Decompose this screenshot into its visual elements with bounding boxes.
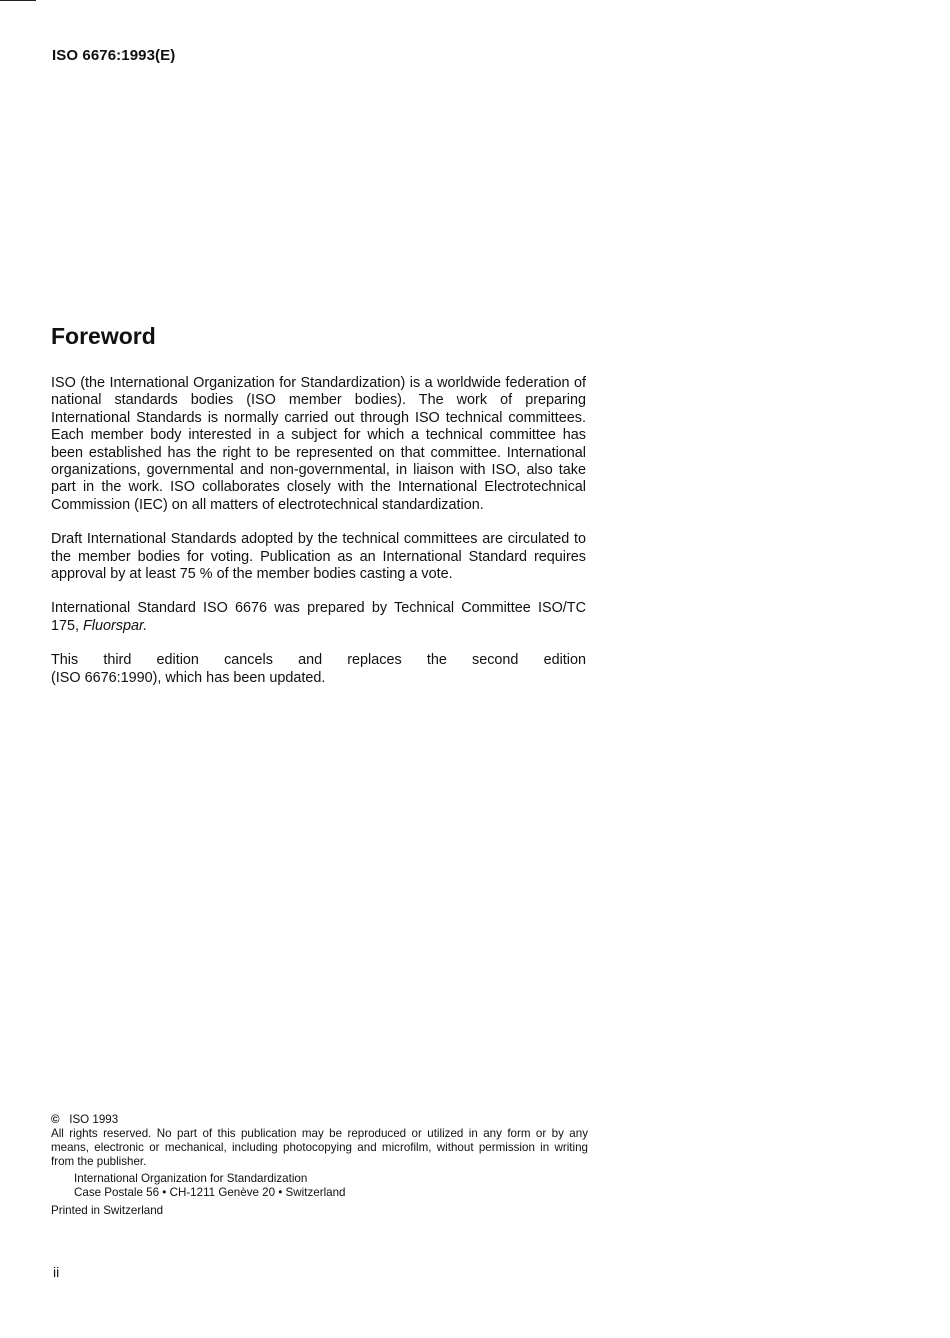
rights-statement: All rights reserved. No part of this publication may be reproduced or utilized in any form or by any means, electronic or mechanical, including photocopying and microfilm, without permission in writing from the publisher. [51, 1127, 588, 1168]
copyright-text: ISO 1993 [69, 1113, 119, 1126]
printed-in: Printed in Switzerland [51, 1204, 164, 1217]
top-rule [0, 0, 36, 1]
foreword-body [51, 375, 586, 687]
document-id: ISO 6676:1993(E) [52, 47, 176, 64]
foreword-paragraph-4 [51, 652, 586, 687]
foreword-heading: Foreword [51, 323, 156, 349]
organization-name: International Organization for Standardization [74, 1172, 308, 1185]
paragraph-4-line-1: This third edition cancels and replaces the second edition [51, 652, 586, 669]
paragraph-4-line-2: (ISO 6676:1990), which has been updated. [51, 669, 326, 686]
copyright-line [51, 1113, 588, 1127]
copyright-block [51, 1113, 588, 1218]
foreword-paragraph-2: Draft International Standards adopted by the technical committees are circulated to the member bodies for voting. Publication as an International Standard requires approval by at least 75 % of the member bodies casting a vote. [51, 531, 586, 583]
foreword-paragraph-3 [51, 600, 586, 635]
page-number: ii [53, 1264, 60, 1280]
organization-address: Case Postale 56 • CH-1211 Genève 20 • Switzerland [74, 1186, 346, 1199]
copyright-icon: © [51, 1113, 60, 1126]
committee-name: Fluorspar. [83, 617, 148, 634]
paragraph-3-text: International Standard ISO 6676 was prepared by Technical Committee ISO/TC 175, [51, 600, 586, 634]
foreword-paragraph-1: ISO (the International Organization for Standardization) is a worldwide federation of national standards bodies (ISO member bodies). The work of preparing International Standards is normally carried out through ISO technical committees. Each member body interested in a subject for which a technical committee has been established has the right to be represented on that committee. International organizations, governmental and non-governmental, in liaison with ISO, also take part in the work. ISO collaborates closely with the International Electrotechnical Commission (IEC) on all matters of electrotechnical standardization. [51, 375, 586, 513]
